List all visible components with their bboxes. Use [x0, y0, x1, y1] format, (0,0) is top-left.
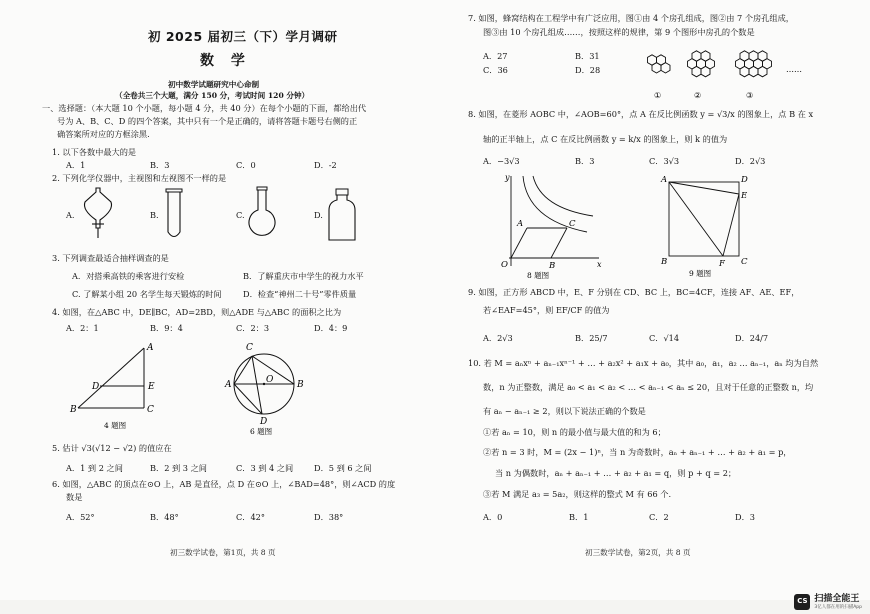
figure-6-circle: [222, 338, 312, 438]
fig9-label-e: E: [741, 191, 748, 201]
honeycomb-label-1: ①: [654, 91, 662, 100]
q6-option-a: A．52°: [66, 512, 95, 522]
q8-option-c: C．3√3: [649, 156, 680, 166]
fig9-label-d: D: [741, 175, 748, 185]
honeycomb-cell: [661, 63, 670, 73]
fig9-label-a: A: [661, 175, 668, 185]
figure-4-triangle: [64, 338, 174, 438]
q7-option-b: B．31: [575, 51, 600, 61]
honeycomb-cell: [701, 66, 710, 76]
q10-option-c: C．2: [649, 512, 669, 522]
q7-option-d: D．28: [575, 65, 601, 75]
q3-stem: 3. 下列调查最适合抽样调查的是: [52, 253, 169, 263]
q8-stem-line1: 8. 如图，在菱形 AOBC 中，∠AOB=60°，点 A 在反比例函数 y = √3/x 的图象上，点 B 在 x: [468, 109, 814, 119]
q7-stem-line1: 7. 如图，蜂窝结构在工程学中有广泛应用，图①由 4 个房孔组成，图②由 7 个房孔组成，: [468, 13, 794, 23]
fig4-label-d: D: [92, 382, 100, 392]
q2-option-d: D.: [314, 210, 323, 220]
honeycomb-figures: [640, 42, 810, 100]
q8-option-a: A．−3√3: [483, 156, 520, 166]
q10-option-a: A．0: [483, 512, 503, 522]
q5-option-c: C．3 到 4 之间: [236, 463, 294, 473]
q1-option-a: A．1: [66, 160, 86, 170]
q4-option-a: A．2：1: [66, 323, 99, 333]
fig6-caption: 6 题图: [250, 427, 273, 436]
page-1-footer: 初三数学试卷，第1页，共 8 页: [170, 548, 276, 557]
figure-9-square: [657, 172, 757, 280]
fig9-caption: 9 题图: [689, 269, 712, 278]
fig6-label-c: C: [246, 343, 253, 353]
fig6-label-d: D: [260, 417, 268, 427]
q9-option-c: C．√14: [649, 333, 680, 343]
honeycomb-ellipsis: ……: [786, 65, 802, 74]
fig4-label-c: C: [147, 405, 154, 415]
fig8-label-b: B: [549, 261, 556, 271]
q10-statement-3: ③若 M 满足 a₃ = 5a₂，则这样的整式 M 有 66 个.: [483, 489, 672, 499]
exam-page-1: [0, 0, 435, 600]
author-line: 初中数学试题研究中心命制: [168, 80, 260, 89]
honeycomb-cell: [749, 66, 758, 76]
q10-stem-line2: 数，n 为正整数，满足 a₀ < a₁ < a₂ < … < aₙ₋₁ < aₙ ≤ 20，且对于任意的正整数 n，均: [483, 382, 814, 392]
section1-instructions-line2: 号为 A、B、C、D 的四个答案，其中只有一个是正确的，请将答题卡题号右侧的正: [57, 116, 358, 126]
q1-option-b: B．3: [150, 160, 170, 170]
q10-option-b: B．1: [569, 512, 589, 522]
q10-stem-line3: 有 aₙ − aₙ₋₁ ≥ 2，则以下说法正确的个数是: [483, 406, 646, 416]
q1-option-c: C．0: [236, 160, 256, 170]
q5-option-d: D．5 到 6 之间: [314, 463, 372, 473]
q6-option-c: C．42°: [236, 512, 265, 522]
round-bottom-flask-icon: [244, 186, 280, 244]
fig8-caption: 8 题图: [527, 271, 550, 280]
fig6-label-o: O: [266, 375, 274, 385]
q1-stem: 1. 以下各数中最大的是: [52, 147, 137, 157]
q9-option-a: A．2√3: [483, 333, 513, 343]
fig9-label-f: F: [719, 259, 725, 269]
fig8-label-x: x: [597, 260, 602, 269]
q2-stem: 2. 下列化学仪器中，主视图和左视图不一样的是: [52, 173, 227, 183]
q3-option-a: A．对搭乘高铁的乘客进行安检: [72, 271, 185, 281]
q9-option-b: B．25/7: [575, 333, 608, 343]
fig9-label-c: C: [741, 257, 748, 267]
fig4-label-e: E: [148, 382, 155, 392]
section1-instructions-line1: 一、选择题：（本大题 10 个小题，每小题 4 分，共 40 分）在每个小题的下面，都给出代: [42, 103, 367, 113]
honeycomb-cell: [652, 63, 661, 73]
exam-info: （全卷共三个大题，满分 150 分，考试时间 120 分钟）: [115, 91, 310, 100]
fig8-label-a: A: [517, 219, 524, 229]
camscanner-logo-icon: CS: [794, 594, 810, 610]
q2-option-c: C.: [236, 210, 245, 220]
q1-option-d: D．-2: [314, 160, 337, 170]
camscanner-name: 扫描全能王: [814, 593, 860, 604]
q10-statement-2b: 当 n 为偶数时，aₙ + aₙ₋₁ + … + a₂ + a₁ = q，则 p + q = 2；: [495, 468, 737, 478]
q7-option-a: A．27: [483, 51, 508, 61]
fig8-label-y: y: [505, 173, 510, 182]
q10-stem-line1: 10. 若 M = aₙxⁿ + aₙ₋₁xⁿ⁻¹ + … + a₂x² + a₁x + a₀，其中 a₀，a₁，a₂ … aₙ₋₁，aₙ 均为自然: [468, 358, 819, 368]
q2-option-a: A.: [66, 210, 75, 220]
q6-option-b: B．48°: [150, 512, 179, 522]
honeycomb-cell: [758, 66, 767, 76]
exam-page-2: [435, 0, 870, 600]
q6-stem-line2: 数是: [66, 492, 83, 502]
q5-option-a: A．1 到 2 之间: [66, 463, 123, 473]
q8-option-b: B．3: [575, 156, 595, 166]
q5-option-b: B．2 到 3 之间: [150, 463, 207, 473]
camscanner-tagline: 3亿人都在用的扫描App: [814, 604, 862, 610]
figure-8-rhombus-graph: [497, 170, 607, 280]
fig8-label-o: O: [501, 260, 508, 270]
q3-option-c: C. 了解某小组 20 名学生每天锻炼的时间: [72, 289, 222, 299]
q10-statement-2a: ②若 n = 3 时，M = (2x − 1)ⁿ，当 n 为奇数时，aₙ + aₙ₋₁ + … + a₂ + a₁ = p，: [483, 447, 792, 457]
q8-option-d: D．2√3: [735, 156, 766, 166]
q4-option-d: D．4：9: [314, 323, 348, 333]
q8-stem-line2: 轴的正半轴上，点 C 在反比例函数 y = k/x 的图象上，则 k 的值为: [483, 134, 728, 144]
reagent-bottle-icon: [326, 188, 358, 244]
fig4-label-a: A: [147, 343, 154, 353]
honeycomb-cell: [692, 66, 701, 76]
q9-stem-line1: 9. 如图，正方形 ABCD 中，E、F 分别在 CD、BC 上，BC=4CF，连接 AF、AE、EF，: [468, 287, 800, 297]
fig6-label-a: A: [225, 380, 232, 390]
q2-option-b: B.: [150, 210, 159, 220]
fig4-label-b: B: [70, 405, 77, 415]
fig9-label-b: B: [661, 257, 668, 267]
fig8-label-c: C: [569, 219, 576, 229]
subject-title: 数 学: [200, 53, 251, 69]
q4-option-b: B．9：4: [150, 323, 183, 333]
honeycomb-label-3: ③: [746, 91, 754, 100]
separatory-funnel-icon: [78, 186, 118, 242]
q6-option-d: D．38°: [314, 512, 344, 522]
page-2-footer: 初三数学试卷，第2页，共 8 页: [585, 548, 691, 557]
fig4-caption: 4 题图: [104, 421, 127, 430]
q7-stem-line2: 图③由 10 个房孔组成……，按照这样的规律，第 9 个图形中房孔的个数是: [483, 27, 755, 37]
honeycomb-cell: [740, 66, 749, 76]
exam-title: 初 2025 届初三（下）学月调研: [148, 29, 338, 44]
camscanner-watermark: [794, 593, 862, 611]
q7-option-c: C．36: [483, 65, 508, 75]
q10-statement-1: ①若 aₙ = 10，则 n 的最小值与最大值的和为 6；: [483, 427, 666, 437]
section1-instructions-line3: 确答案所对应的方框涂黑.: [57, 129, 150, 139]
q6-stem-line1: 6. 如图，△ABC 的顶点在⊙O 上，AB 是直径，点 D 在⊙O 上，∠BAD=48°，则∠ACD 的度: [52, 479, 396, 489]
q4-stem: 4. 如图，在△ABC 中，DE∥BC，AD=2BD，则△ADE 与△ABC 的面积之比为: [52, 307, 342, 317]
q3-option-d: D．检查“神州二十号”零件质量: [243, 289, 357, 299]
test-tube-icon: [163, 188, 185, 242]
q9-option-d: D．24/7: [735, 333, 769, 343]
honeycomb-label-2: ②: [694, 91, 702, 100]
q9-stem-line2: 若∠EAF=45°，则 EF/CF 的值为: [483, 305, 610, 315]
fig6-label-b: B: [297, 380, 304, 390]
q5-stem: 5. 估计 √3(√12 − √2) 的值应在: [52, 443, 172, 453]
q4-option-c: C．2：3: [236, 323, 270, 333]
q10-option-d: D．3: [735, 512, 755, 522]
q3-option-b: B．了解重庆市中学生的视力水平: [243, 271, 364, 281]
